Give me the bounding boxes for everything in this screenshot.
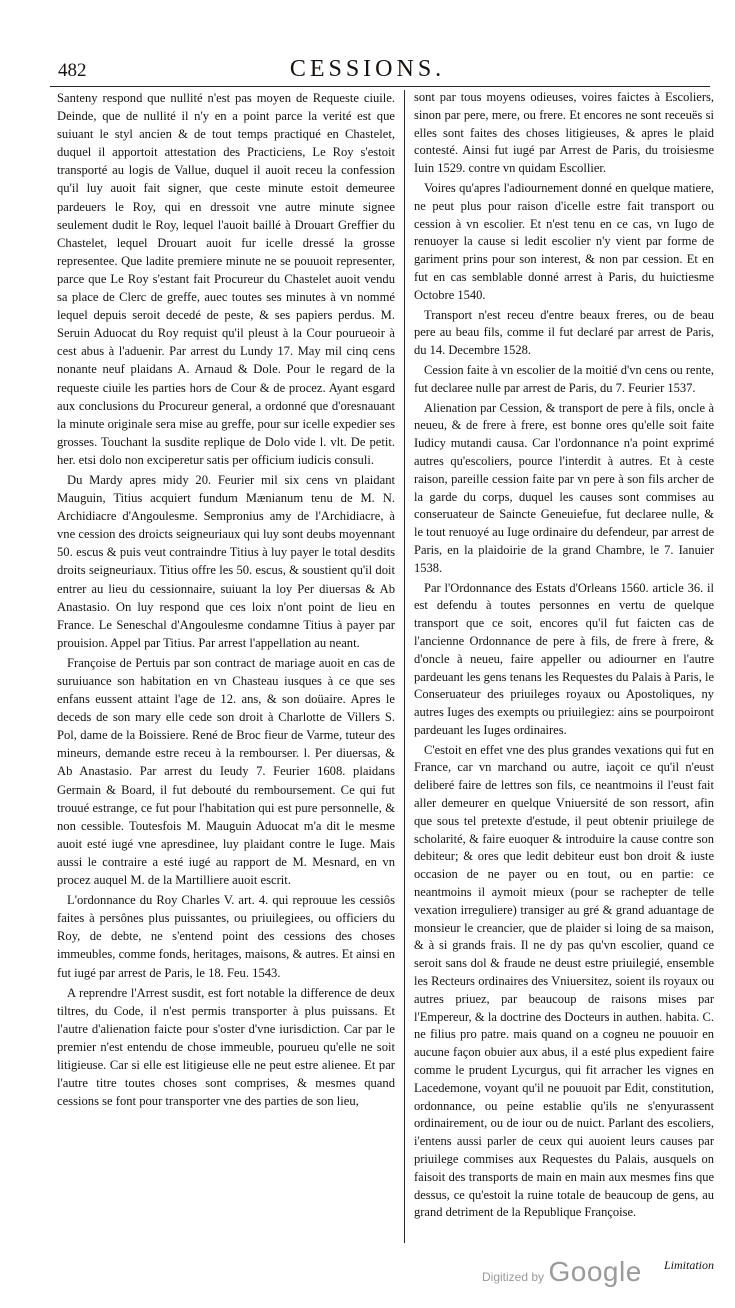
paragraph: A reprendre l'Arrest susdit, est fort notable la difference de deux tiltres, du Code, il n'est permis transporter à plus puissans. Et l'autre d'alienation faicte pour s'oster d'vne iurisdiction. Car par le premier n'est entendu de chose immeuble, pourueu qu'elle ne soit litigieuse. Car si elle est litigieuse elle ne peut estre alienee. Et par l'autre titre toutes choses sont comprises, & mesmes quand cessions se font pour transporter vne des parties de son lieu,	[57, 985, 395, 1109]
right-column	[414, 89, 714, 1222]
paragraph: Cession faite à vn escolier de la moitié d'vn cens ou rente, fut declaree nulle par arrest de Paris, du 7. Feurier 1537.	[414, 362, 714, 395]
left-column	[57, 89, 395, 1110]
running-head: CESSIONS.	[289, 56, 446, 82]
paragraph: sont par tous moyens odieuses, voires faictes à Escoliers, sinon par pere, mere, ou frere. Et encores ne sont receuës si elles sont faites des choses litigieuses, & apres le plaid contesté. Ainsi fut iugé par Arrest de Paris, du troisiesme Iuin 1529. contre vn quidam Escollier.	[414, 90, 714, 176]
paragraph: Françoise de Pertuis par son contract de mariage auoit en cas de suruiuance son habitation en vn Chasteau iusques à ce que ses enfans eussent attaint l'age de 12. ans, & son doüaire. Apres le deceds de son mary elle cede son droit à Charlotte de Villers S. Pol, dame de la Boissiere. René de Broc fieur de Varme, tuteur des mineurs, demande estre receu à la rembourser. l. Per diuersas, & Ab Anastasio. Par arrest du Ieudy 7. Feurier 1608. plaidans Germain & Board, il fut debouté du remboursement. Ce qui fut trouué estrange, ce fut pour l'habitation qui est pure personnelle, & non cessible. Toutesfois M. Mauguin Aduocat m'a dit le mesme auoit esté iugé vne apresdinee, luy plaidant contre le Iuge. Mais aussi le contraire a esté iugé au rapport de M. Mesnard, en vn procez auquel M. de la Martilliere auoit escrit.	[57, 655, 395, 888]
paragraph: C'estoit en effet vne des plus grandes vexations qui fut en France, car vn marchand ou autre, iaçoit ce qu'il n'eust deliberé faire de lettres son fils, ce neantmoins il l'eust fait aller demeurer en quelque Vniuersité de son ressort, afin que sous tel pretexte d'estude, il peut obtenir priuilege de scholarité, & faire euoquer & introduire la cause contre son debiteur; & ores que ledit debiteur eust bon droit & iuste occasion de ne payer ou en tout, ou en partie: ce neantmoins il aymoit mieux (pour se rachepter de telle vexation irreguliere) transiger au gré & grand aduantage de monsieur le creancier, que de plaider si loing de sa maison, & à si grands frais. Il ne dy pas qu'vn escolier, quand ce seroit sans dol & fraude ne deust estre priuilegié, ensemble les Recteurs ordinaires des Vniuersitez, soient ils royaux ou autres priuez, par beaucoup de raisons mises par l'Empereur, & la doctrine des Docteurs in authen. habita. C. ne filius pro patre. mais quand on a cogneu ne pouuoir en aucune façon obuier aux abus, il a esté plus expedient faire comme le prudent Lycurgus, qui fit arracher les vignes en Lacedemone, voyant qu'il ne pouuoit par Edit, constitution, ordonnance, ou peine establie qu'ils ne s'enyurassent ordinairement, ou de iour ou de nuict. Parlant des escoliers, i'entens aussi parler de ceux qui auoient leurs causes par priuilege commises aux Requestes du Palais, ausquels on faisoit des transports de main en main aux mesmes fins que dessus, ce qu'estoit la ruine totale de beaucoup de gens, au grand detriment de la Republique Françoise.	[414, 742, 714, 1220]
paragraph: Santeny respond que nullité n'est pas moyen de Requeste ciuile. Deinde, que de nullité il n'y en a point parce la verité est que suiuant le styl ancien & de tout temps practiqué en Chastelet, duquel il apportoit attestation des Practiciens, Le Roy s'estoit transporté au logis de Vallue, duquel il auoit receu la confession qu'il luy auoit fait signer, que ceste minute estoit demeuree pardeuers le Roy, qui en dressoit vne autre minute signee seulement dudit le Roy, lequel l'auoit baillé à Drouart Greffier du Chastelet, lequel Drouart auoit fur icelle dressé la grosse representee. Que ladite premiere minute ne se pouuoit representer, parce que Le Roy s'estant fait Procureur du Chastelet auoit vendu sa place de Clerc de greffe, auec toutes ses minutes à vn nommé lequel depuis seroit decedé de peste, & ses papiers perdus. M. Seruin Aduocat du Roy requist qu'il pleust à la Cour pourueoir à cest abus à l'aduenir. Par arrest du Lundy 17. May mil cinq cens nonante neuf plaidans A. Arnaud & Dole. Pour le regard de la requeste ciuile les parties hors de Cour & de procez. Ayant esgard aux conclusions du Procureur general, a ordonné que d'oresnauant la minute originale sera mise au greffe, pour sur icelle expedier ses grosses. Touchant la susdite replique de Dolo vide l. vlt. De petit. her. etsi dolo non exciperetur satis per officium iudicis consuli.	[57, 91, 395, 467]
paragraph: Du Mardy apres midy 20. Feurier mil six cens vn plaidant Mauguin, Titius acquiert fundum Mænianum tenu de M. N. Archidiacre d'Angoulesme. Sempronius amy de l'Archidiacre, à vne cession des droicts seigneuriaux qui luy sont deubs moyennant 50. escus & puis veut contraindre Titius à luy payer le total desdits droits seigneuriaux. Titius offre les 50. escus, & soustient qu'il doit entrer au lieu du cessionnaire, suiuant la loy Per diuersas & Ab Anastasio. On luy respond que ces loix n'ont point de lieu en France. Le Seneschal d'Angoulesme condamne Titius à payer par prouision. Appel par Titius. Par arrest l'appellation au neant.	[57, 472, 395, 650]
header-rule	[50, 86, 710, 87]
paragraph: Alienation par Cession, & transport de pere à fils, oncle à neueu, & de frere à frere, est bonne ores qu'elle soit faite Iudicy mutandi causa. Car l'ordonnance n'a point exprimé autres qu'escoliers, pource l'interdit à autres. Et à ceste raison, pareille cession faite par vn pere à son fils archer de la garde du corps, duquel les causes sont commises au conseruateur de Saincte Geneuiefue, fut declaree nulle, & le tout renuoyé au Iuge ordinaire du defendeur, par arrest de Paris, en la plaidoirie de la grand Chambre, le 7. Ianuier 1538.	[414, 400, 714, 575]
paragraph: L'ordonnance du Roy Charles V. art. 4. qui reprouue les cessiôs faites à persônes plus puissantes, ou priuilegiees, ou officiers du Roy, de debte, ne s'entend point des cessions des choses immeubles, comme fonds, heritages, maisons, & autres. Et ainsi en fut iugé par arrest de Paris, le 18. Feu. 1543.	[57, 893, 395, 980]
paragraph: Transport n'est receu d'entre beaux freres, ou de beau pere au beau fils, comme il fut declaré par arrest de Paris, du 14. Decembre 1528.	[414, 307, 714, 358]
google-logo: Google	[548, 1256, 642, 1287]
column-divider	[404, 90, 405, 1243]
watermark-prefix: Digitized by	[482, 1270, 545, 1284]
paragraph: Par l'Ordonnance des Estats d'Orleans 1560. article 36. il est defendu à toutes personnes en vertu de quelque transport que ce soit, encores qu'il fut faicten cas de l'ancienne Ordonnance de pere à fils, de frere à frere, & d'oncle à neueu, faire appeller ou adiourner en l'autre pardeuant les gens tenans les Requestes du Palais à Paris, le Conseruateur des priuileges royaux ou Apostoliques, ny autres Iuges des exempts ou priuilegiez: ains se pourpoiront pardeuant les Iuges ordinaires.	[414, 580, 714, 737]
catchword: Limitation	[664, 1258, 715, 1272]
page-number: 482	[58, 60, 87, 81]
paragraph: Voires qu'apres l'adiournement donné en quelque matiere, ne peut plus pour raison d'icelle estre fait transport ou cession à vn escolier. Et n'est tenu en ce cas, vn Iugo de renuoyer la cause si ledit escolier n'y vient par forme de gariment prins pour son interest, & non par cession. Et en fut en cas semblable donné arrest à Paris, du huictiesme Octobre 1540.	[414, 180, 714, 302]
digitized-by-watermark	[482, 1256, 642, 1288]
